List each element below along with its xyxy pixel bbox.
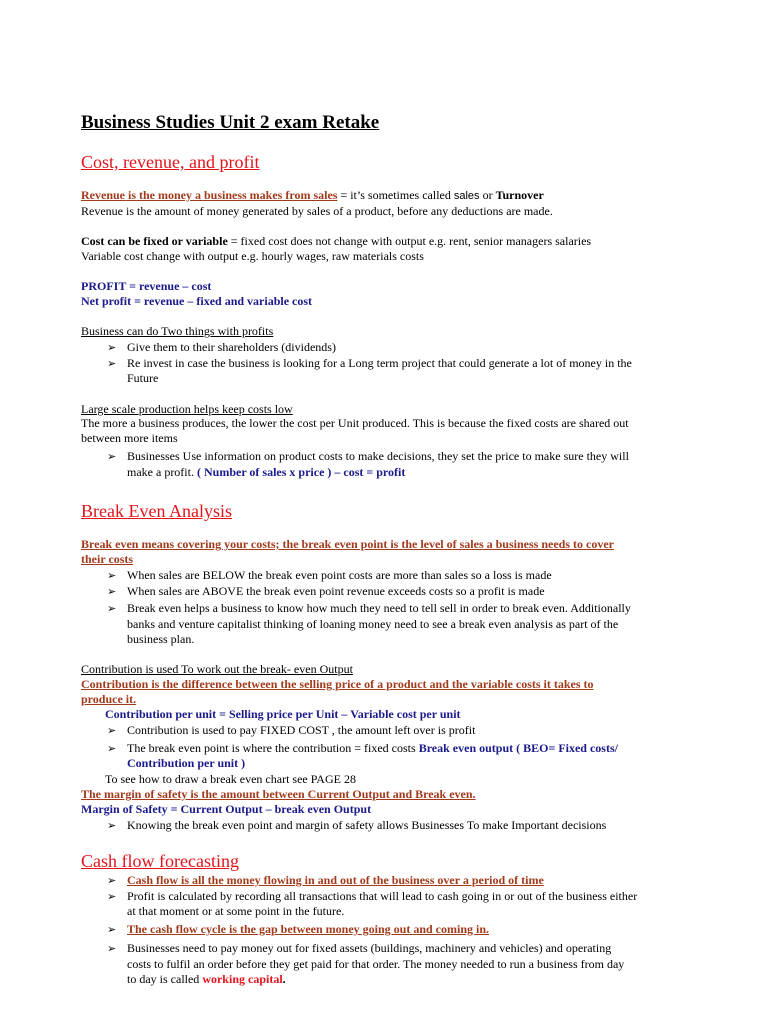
arrow-bullet-icon: ➢ [107, 602, 117, 615]
list-item: Contribution is used to pay FIXED COST , the amount left over is profit [127, 723, 476, 737]
list-item-continued: costs to fulfil an order before they get paid for that order. The money needed to run a business from day [127, 957, 625, 971]
list-item: When sales are ABOVE the break even point revenue exceeds costs so a profit is made [127, 584, 545, 598]
revenue-explanation: Revenue is the amount of money generated by sales of a product, before any deductions are made. [81, 204, 553, 218]
list-item-continued: Contribution per unit ) [127, 756, 246, 770]
list-item: The cash flow cycle is the gap between money going out and coming in. [127, 922, 490, 936]
arrow-bullet-icon: ➢ [107, 569, 117, 582]
list-item: Re invest in case the business is looking for a Long term project that could generate a lot of money in the [127, 356, 632, 370]
or-text: or [479, 188, 496, 202]
contribution-heading: Contribution is used To work out the break- even Output [81, 662, 353, 676]
page-reference: To see how to draw a break even chart see PAGE 28 [105, 772, 356, 786]
arrow-bullet-icon: ➢ [107, 890, 117, 903]
list-item: Knowing the break even point and margin of safety allows Businesses To make Important decisions [127, 818, 607, 832]
turnover-term: Turnover [495, 188, 544, 202]
margin-of-safety-definition: The margin of safety is the amount between Current Output and Break even. [81, 787, 476, 801]
contribution-definition: Contribution is the difference between the selling price of a product and the variable costs it takes to [81, 677, 594, 691]
list-item-continued [127, 465, 405, 480]
profit-equation: ( Number of sales x price ) – cost = profit [196, 465, 406, 479]
arrow-bullet-icon: ➢ [107, 742, 117, 755]
section-heading-cash-flow: Cash flow forecasting [81, 851, 239, 871]
section-heading-cost-revenue-profit: Cost, revenue, and profit [81, 152, 260, 172]
list-item: Break even helps a business to know how much they need to tell sell in order to break even. Additionally [127, 601, 631, 615]
list-item: When sales are BELOW the break even point costs are more than sales so a loss is made [127, 568, 552, 582]
arrow-bullet-icon: ➢ [107, 357, 117, 370]
cost-definition [81, 234, 591, 249]
profit-uses-heading: Business can do Two things with profits [81, 324, 274, 338]
list-item: Give them to their shareholders (dividends) [127, 340, 336, 354]
revenue-text: = it’s sometimes called [337, 188, 454, 202]
profit-text: make a profit. [127, 465, 197, 479]
section-heading-break-even: Break Even Analysis [81, 501, 232, 521]
list-item-continued [127, 972, 286, 987]
arrow-bullet-icon: ➢ [107, 585, 117, 598]
large-scale-text: The more a business produces, the lower the cost per Unit produced. This is because the fixed costs are shared out [81, 416, 629, 430]
period: . [282, 972, 286, 986]
break-even-output-formula: Break even output ( BEO= Fixed costs/ [418, 741, 618, 755]
document-title: Business Studies Unit 2 exam Retake [81, 112, 380, 133]
working-capital-text: to day is called [127, 972, 203, 986]
arrow-bullet-icon: ➢ [107, 923, 117, 936]
profit-formula: PROFIT = revenue – cost [81, 279, 212, 293]
arrow-bullet-icon: ➢ [107, 724, 117, 737]
break-even-definition: Break even means covering your costs; the break even point is the level of sales a business needs to cover [81, 537, 614, 551]
working-capital-term: working capital [202, 972, 283, 986]
cost-term: Cost can be fixed or variable [81, 234, 228, 248]
list-item-continued: business plan. [127, 632, 195, 646]
arrow-bullet-icon: ➢ [107, 341, 117, 354]
margin-of-safety-formula: Margin of Safety = Current Output – break even Output [81, 802, 372, 816]
list-item: Profit is calculated by recording all transactions that will lead to cash going in or out of the business either [127, 889, 638, 903]
arrow-bullet-icon: ➢ [107, 819, 117, 832]
break-even-point-text: The break even point is where the contribution = fixed costs [127, 741, 419, 755]
list-item: Cash flow is all the money flowing in and out of the business over a period of time [127, 873, 544, 887]
contribution-per-unit-formula: Contribution per unit = Selling price per Unit – Variable cost per unit [105, 707, 461, 721]
break-even-definition-continued: their costs [81, 552, 134, 566]
list-item: Businesses Use information on product costs to make decisions, they set the price to make sure they will [127, 449, 629, 463]
large-scale-heading: Large scale production helps keep costs low [81, 402, 293, 416]
revenue-highlight: Revenue is the money a business makes from sales [81, 188, 338, 202]
arrow-bullet-icon: ➢ [107, 450, 117, 463]
arrow-bullet-icon: ➢ [107, 874, 117, 887]
sales-term: sales [453, 190, 480, 202]
list-item-continued: Future [127, 371, 159, 385]
list-item [127, 741, 618, 756]
list-item-continued: banks and venture capitalist thinking of loaning money need to see a break even analysis as part of the [127, 617, 619, 631]
revenue-definition [81, 188, 544, 204]
variable-cost-text: Variable cost change with output e.g. hourly wages, raw materials costs [81, 249, 424, 263]
large-scale-text-continued: between more items [81, 431, 178, 445]
arrow-bullet-icon: ➢ [107, 942, 117, 955]
list-item: Businesses need to pay money out for fixed assets (buildings, machinery and vehicles) and operating [127, 941, 612, 955]
contribution-definition-continued: produce it. [81, 692, 137, 706]
net-profit-formula: Net profit = revenue – fixed and variable cost [81, 294, 313, 308]
list-item-continued: at that moment or at some point in the future. [127, 904, 345, 918]
cost-text: = fixed cost does not change with output e.g. rent, senior managers salaries [227, 234, 592, 248]
